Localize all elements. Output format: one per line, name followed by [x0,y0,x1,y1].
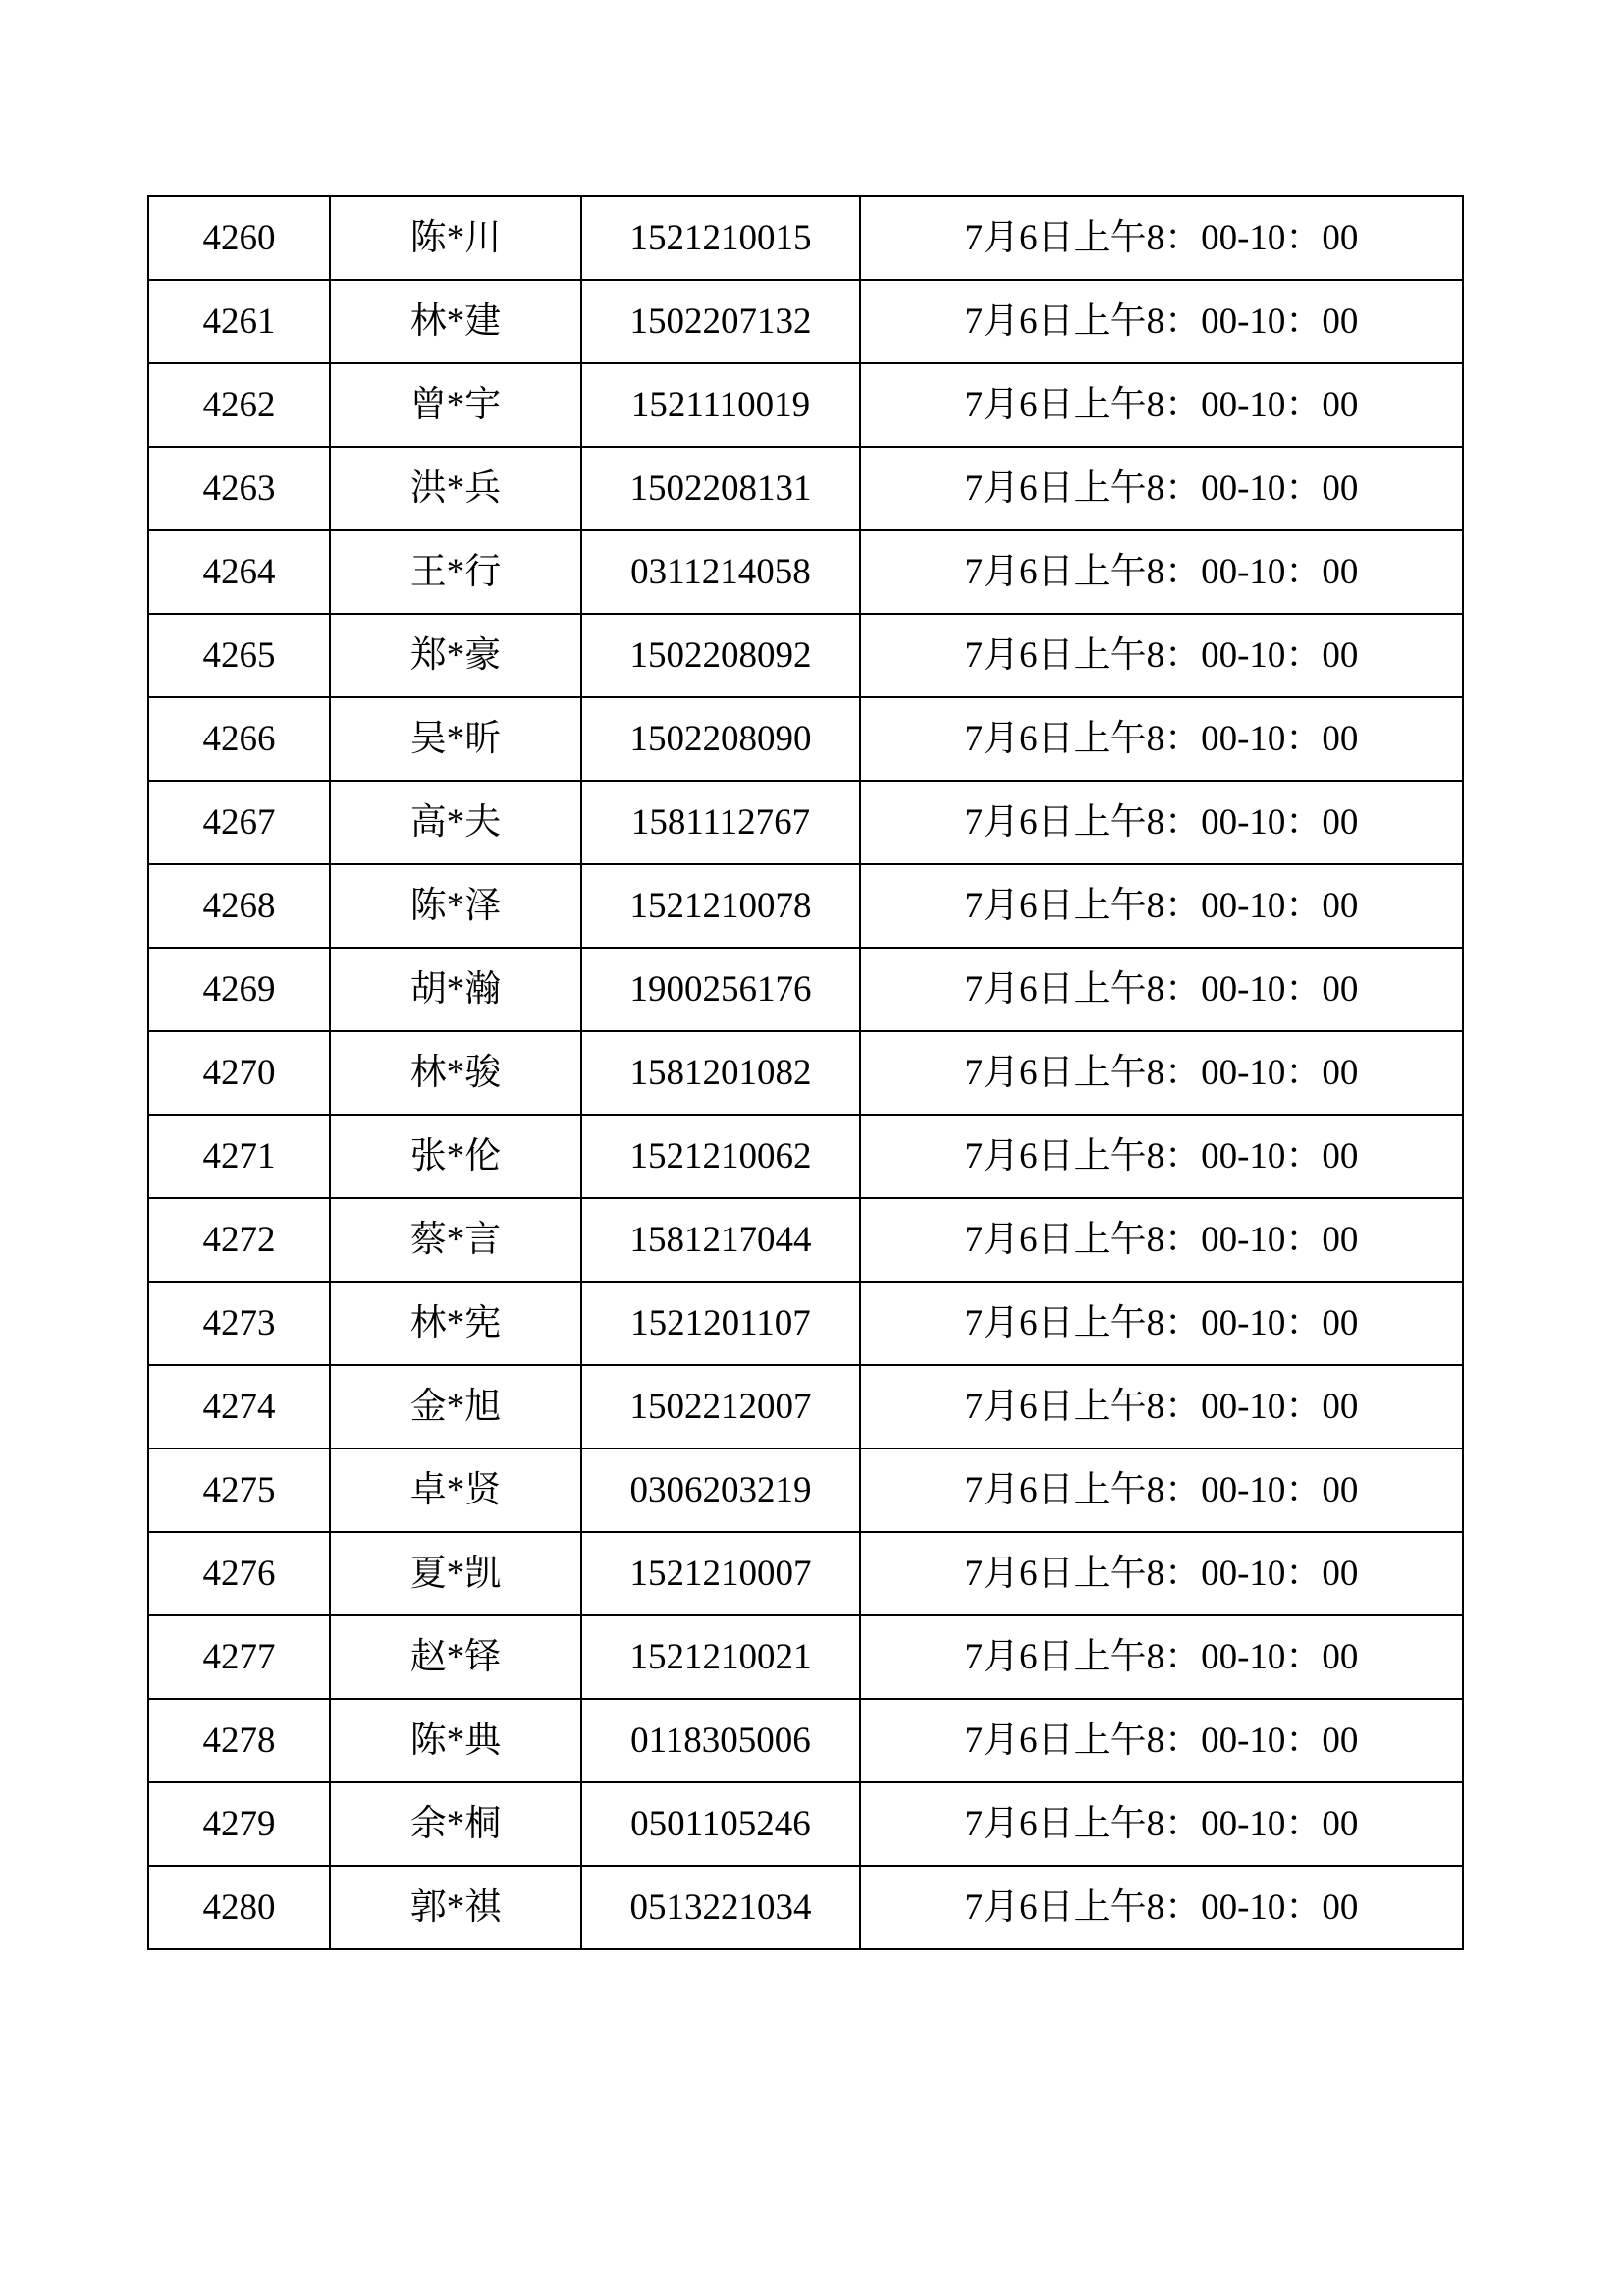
cell-sequence-number: 4261 [148,280,330,363]
table-row [148,948,1463,1031]
cell-person-name: 张*伦 [330,1115,581,1198]
cell-id-number: 1521210062 [581,1115,860,1198]
cell-appointment-time: 7月6日上午8：00-10：00 [860,1198,1463,1282]
cell-appointment-time: 7月6日上午8：00-10：00 [860,697,1463,781]
cell-sequence-number: 4275 [148,1449,330,1532]
cell-appointment-time: 7月6日上午8：00-10：00 [860,280,1463,363]
table-row [148,530,1463,614]
cell-sequence-number: 4262 [148,363,330,447]
cell-sequence-number: 4276 [148,1532,330,1615]
table-row [148,1699,1463,1782]
table-row [148,1365,1463,1449]
cell-appointment-time: 7月6日上午8：00-10：00 [860,781,1463,864]
cell-sequence-number: 4280 [148,1866,330,1949]
cell-person-name: 王*行 [330,530,581,614]
cell-person-name: 卓*贤 [330,1449,581,1532]
cell-person-name: 高*夫 [330,781,581,864]
cell-id-number: 1521210021 [581,1615,860,1699]
cell-appointment-time: 7月6日上午8：00-10：00 [860,864,1463,948]
cell-appointment-time: 7月6日上午8：00-10：00 [860,1115,1463,1198]
cell-person-name: 赵*铎 [330,1615,581,1699]
cell-sequence-number: 4263 [148,447,330,530]
table-row [148,196,1463,280]
cell-id-number: 1581112767 [581,781,860,864]
roster-table [147,195,1464,1950]
cell-appointment-time: 7月6日上午8：00-10：00 [860,1615,1463,1699]
table-row [148,614,1463,697]
cell-id-number: 1502208092 [581,614,860,697]
cell-id-number: 1521210007 [581,1532,860,1615]
cell-sequence-number: 4266 [148,697,330,781]
cell-appointment-time: 7月6日上午8：00-10：00 [860,1031,1463,1115]
table-row [148,1449,1463,1532]
cell-person-name: 陈*川 [330,196,581,280]
cell-appointment-time: 7月6日上午8：00-10：00 [860,948,1463,1031]
table-row [148,1282,1463,1365]
cell-sequence-number: 4273 [148,1282,330,1365]
cell-sequence-number: 4278 [148,1699,330,1782]
table-row [148,1615,1463,1699]
cell-person-name: 余*桐 [330,1782,581,1866]
cell-sequence-number: 4272 [148,1198,330,1282]
cell-id-number: 0501105246 [581,1782,860,1866]
cell-appointment-time: 7月6日上午8：00-10：00 [860,363,1463,447]
table-row [148,280,1463,363]
cell-sequence-number: 4269 [148,948,330,1031]
cell-appointment-time: 7月6日上午8：00-10：00 [860,1866,1463,1949]
cell-sequence-number: 4279 [148,1782,330,1866]
cell-person-name: 林*建 [330,280,581,363]
cell-id-number: 1502208090 [581,697,860,781]
cell-appointment-time: 7月6日上午8：00-10：00 [860,196,1463,280]
cell-appointment-time: 7月6日上午8：00-10：00 [860,1532,1463,1615]
cell-id-number: 1502207132 [581,280,860,363]
table-row [148,864,1463,948]
table-row [148,1866,1463,1949]
cell-person-name: 林*宪 [330,1282,581,1365]
table-row [148,781,1463,864]
cell-sequence-number: 4265 [148,614,330,697]
cell-sequence-number: 4271 [148,1115,330,1198]
cell-person-name: 吴*昕 [330,697,581,781]
cell-id-number: 0118305006 [581,1699,860,1782]
cell-id-number: 1502212007 [581,1365,860,1449]
table-row [148,1532,1463,1615]
cell-id-number: 1581217044 [581,1198,860,1282]
cell-appointment-time: 7月6日上午8：00-10：00 [860,447,1463,530]
cell-id-number: 1521210078 [581,864,860,948]
cell-id-number: 1900256176 [581,948,860,1031]
cell-person-name: 金*旭 [330,1365,581,1449]
cell-appointment-time: 7月6日上午8：00-10：00 [860,1449,1463,1532]
cell-id-number: 0513221034 [581,1866,860,1949]
cell-id-number: 0311214058 [581,530,860,614]
cell-sequence-number: 4268 [148,864,330,948]
cell-id-number: 0306203219 [581,1449,860,1532]
cell-id-number: 1502208131 [581,447,860,530]
cell-person-name: 曾*宇 [330,363,581,447]
table-row [148,363,1463,447]
cell-appointment-time: 7月6日上午8：00-10：00 [860,1365,1463,1449]
cell-person-name: 蔡*言 [330,1198,581,1282]
table-row [148,1115,1463,1198]
cell-sequence-number: 4260 [148,196,330,280]
cell-person-name: 胡*瀚 [330,948,581,1031]
cell-id-number: 1521201107 [581,1282,860,1365]
cell-person-name: 陈*典 [330,1699,581,1782]
cell-sequence-number: 4264 [148,530,330,614]
cell-id-number: 1521110019 [581,363,860,447]
cell-appointment-time: 7月6日上午8：00-10：00 [860,1699,1463,1782]
cell-sequence-number: 4270 [148,1031,330,1115]
cell-sequence-number: 4267 [148,781,330,864]
table-row [148,447,1463,530]
cell-id-number: 1581201082 [581,1031,860,1115]
cell-person-name: 陈*泽 [330,864,581,948]
cell-person-name: 夏*凯 [330,1532,581,1615]
cell-appointment-time: 7月6日上午8：00-10：00 [860,1282,1463,1365]
table-row [148,1782,1463,1866]
cell-person-name: 郑*豪 [330,614,581,697]
table-row [148,1031,1463,1115]
cell-person-name: 郭*祺 [330,1866,581,1949]
cell-appointment-time: 7月6日上午8：00-10：00 [860,530,1463,614]
table-row [148,1198,1463,1282]
cell-id-number: 1521210015 [581,196,860,280]
table-row [148,697,1463,781]
cell-person-name: 林*骏 [330,1031,581,1115]
cell-person-name: 洪*兵 [330,447,581,530]
cell-appointment-time: 7月6日上午8：00-10：00 [860,614,1463,697]
roster-table-body [148,196,1463,1949]
cell-appointment-time: 7月6日上午8：00-10：00 [860,1782,1463,1866]
cell-sequence-number: 4274 [148,1365,330,1449]
cell-sequence-number: 4277 [148,1615,330,1699]
